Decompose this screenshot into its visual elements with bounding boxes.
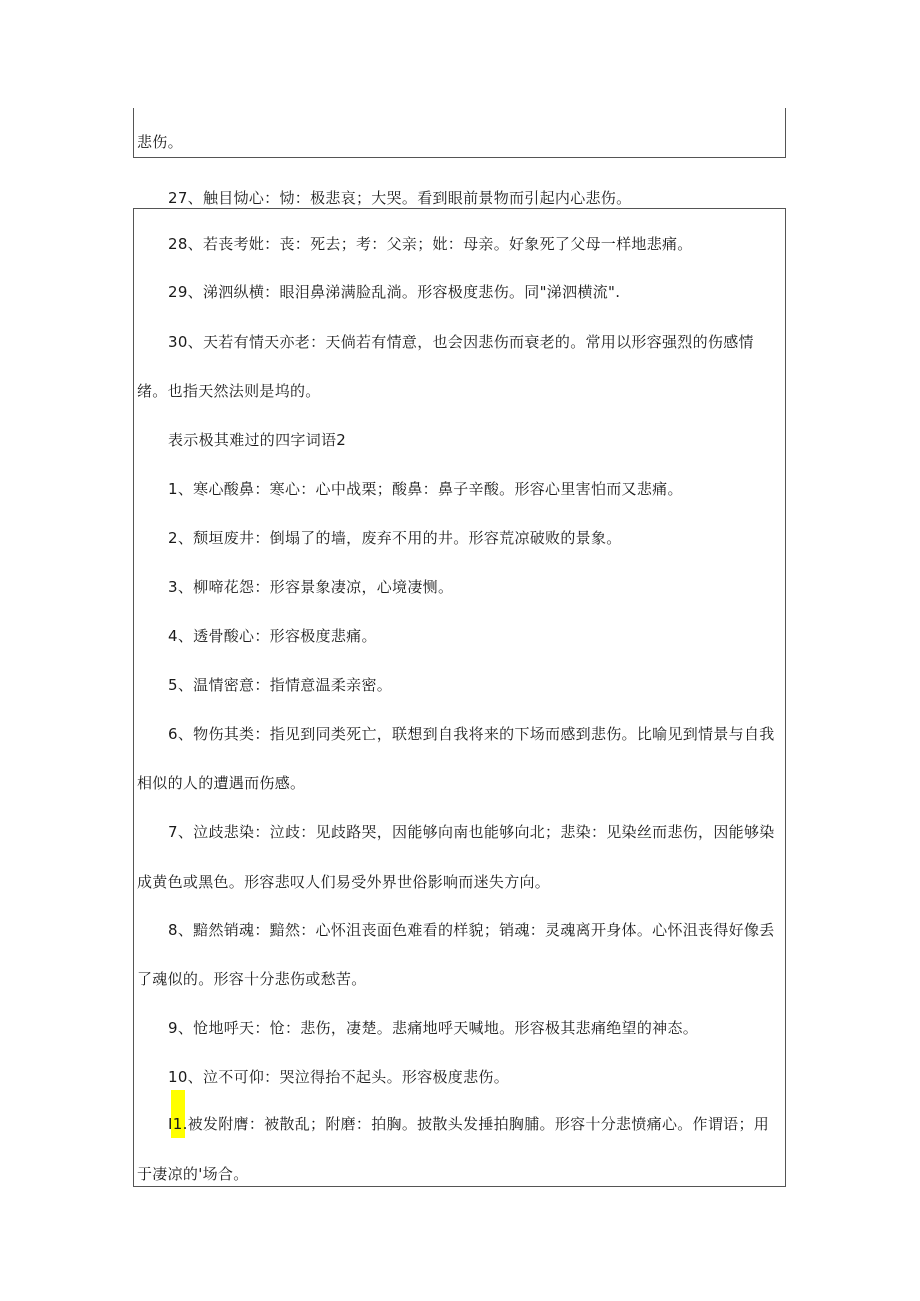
text-line-item-28: 28、若丧考妣：丧：死去；考：父亲；妣：母亲。好象死了父母一样地悲痛。	[168, 235, 693, 253]
text-line-item-11-cont: 于凄凉的'场合。	[137, 1165, 249, 1183]
text-line-item-10: 10、泣不可仰：哭泣得抬不起头。形容极度悲伤。	[168, 1068, 509, 1086]
text-line-item-7: 7、泣歧悲染：泣歧：见歧路哭，因能够向南也能够向北；悲染：见染丝而悲伤，因能够染	[168, 823, 775, 841]
text-line-item-30-cont: 绪。也指天然法则是坞的。	[137, 382, 321, 400]
text-line-item-27: 27、触目恸心：恸：极悲哀；大哭。看到眼前景物而引起内心悲伤。	[168, 189, 632, 207]
text-line-item-3: 3、柳啼花怨：形容景象凄凉，心境凄恻。	[168, 578, 454, 596]
text-line-continuation: 悲伤。	[137, 133, 183, 151]
text-line-item-6: 6、物伤其类：指见到同类死亡，联想到自我将来的下场而感到悲伤。比喻见到情景与自我	[168, 725, 775, 743]
text-line-item-1: 1、寒心酸鼻：寒心：心中战栗；酸鼻：鼻子辛酸。形容心里害怕而又悲痛。	[168, 480, 683, 498]
text-line-item-4: 4、透骨酸心：形容极度悲痛。	[168, 627, 377, 645]
text-line-item-11: I1.被发附膺：被散乱；附磨：拍胸。披散头发捶拍胸脯。形容十分悲愤痛心。作谓语；用	[168, 1115, 770, 1133]
section-heading: 表示极其难过的四字词语2	[168, 431, 347, 449]
text-line-item-8-cont: 了魂似的。形容十分悲伤或愁苦。	[137, 970, 367, 988]
text-line-item-7-cont: 成黄色或黑色。形容悲叹人们易受外界世俗影响而迷失方向。	[137, 873, 551, 891]
text-line-item-30: 30、天若有情天亦老：天倘若有情意，也会因悲伤而衰老的。常用以形容强烈的伤感情	[168, 333, 754, 351]
text-line-item-29: 29、涕泗纵横：眼泪鼻涕满脸乱淌。形容极度悲伤。同"涕泗横流".	[168, 283, 621, 301]
main-text-box	[133, 208, 786, 1187]
text-line-item-8: 8、黯然销魂：黯然：心怀沮丧面色难看的样貌；销魂：灵魂离开身体。心怀沮丧得好像丢	[168, 921, 775, 939]
text-line-item-6-cont: 相似的人的遭遇而伤感。	[137, 774, 306, 792]
text-line-item-9: 9、怆地呼天：怆：悲伤，凄楚。悲痛地呼天喊地。形容极其悲痛绝望的神态。	[168, 1019, 699, 1037]
top-text-box	[133, 108, 786, 158]
text-line-item-2: 2、颓垣废井：倒塌了的墙，废弃不用的井。形容荒凉破败的景象。	[168, 529, 622, 547]
text-line-item-5: 5、温情密意：指情意温柔亲密。	[168, 676, 393, 694]
